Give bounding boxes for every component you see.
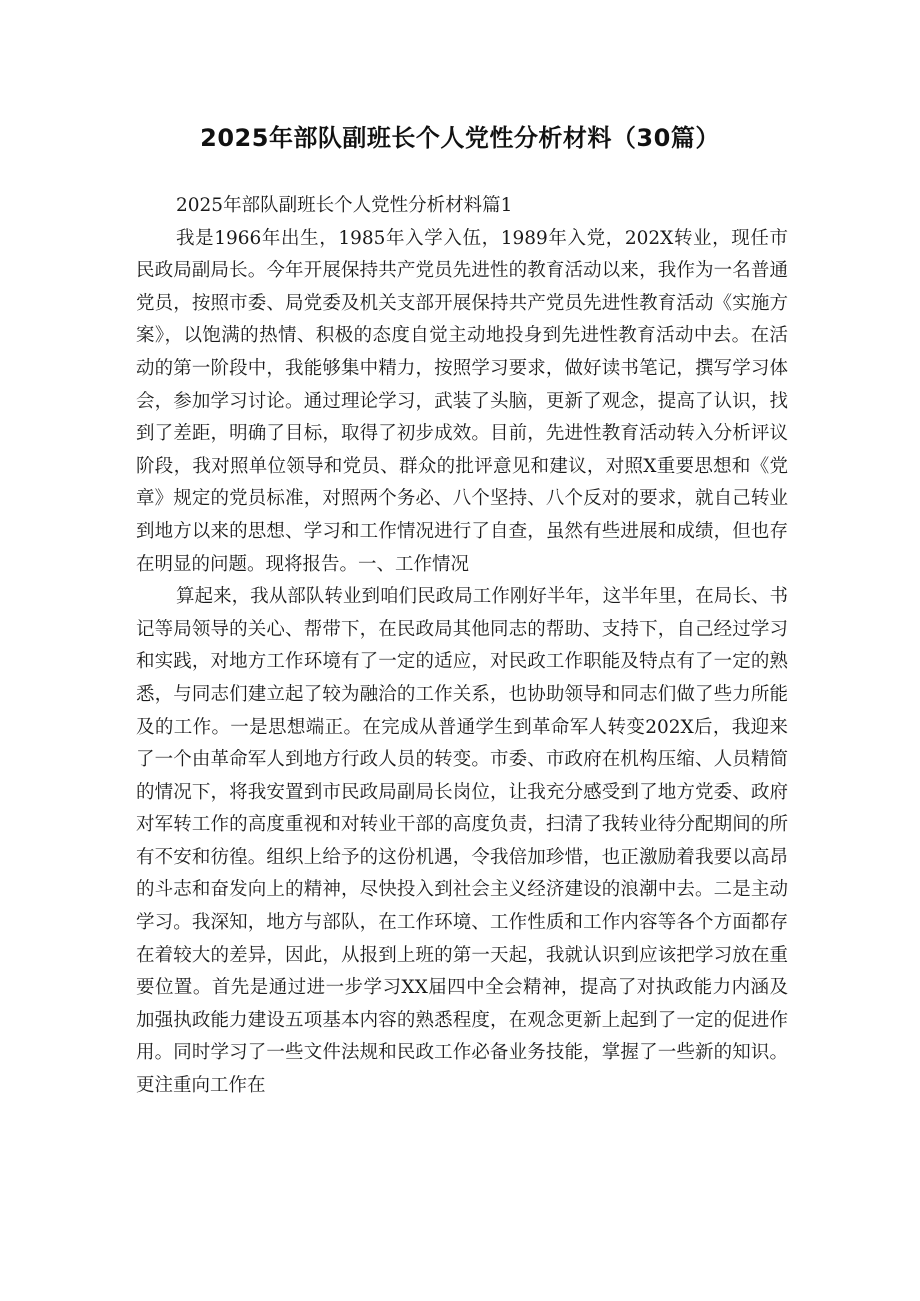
paragraph-2: 算起来，我从部队转业到咱们民政局工作刚好半年，这半年里，在局长、书记等局领导的关心、帮带下，在民政局其他同志的帮助、支持下，自己经过学习和实践，对地方工作环境有了一定的适应，对民政工作职能及特点有了一定的熟悉，与同志们建立起了较为融洽的工作关系，也协助领导和同志们做了些力所能及的工作。一是思想端正。在完成从普通学生到革命军人转变202X后，我迎来了一个由革命军人到地方行政人员的转变。市委、市政府在机构压缩、人员精简的情况下，将我安置到市民政局副局长岗位，让我充分感受到了地方党委、政府对军转工作的高度重视和对转业干部的高度负责，扫清了我转业待分配期间的所有不安和彷徨。组织上给予的这份机遇，令我倍加珍惜，也正激励着我要以高昂的斗志和奋发向上的精神，尽快投入到社会主义经济建设的浪潮中去。二是主动学习。我深知，地方与部队，在工作环境、工作性质和工作内容等各个方面都存在着较大的差异，因此，从报到上班的第一天起，我就认识到应该把学习放在重要位置。首先是通过进一步学习XX届四中全会精神，提高了对执政能力内涵及加强执政能力建设五项基本内容的熟悉程度，在观念更新上起到了一定的促进作用。同时学习了一些文件法规和民政工作必备业务技能，掌握了一些新的知识。更注重向工作在 (136, 586, 788, 1097)
paragraph-1: 我是1966年出生，1985年入学入伍，1989年入党，202X转业，现任市民政局副局长。今年开展保持共产党员先进性的教育活动以来，我作为一名普通党员，按照市委、局党委及机关支部开展保持共产党员先进性教育活动《实施方案》，以饱满的热情、积极的态度自觉主动地投身到先进性教育活动中去。在活动的第一阶段中，我能够集中精力，按照学习要求，做好读书笔记，撰写学习体会，参加学习讨论。通过理论学习，武装了头脑，更新了观念，提高了认识，找到了差距，明确了目标，取得了初步成效。目前，先进性教育活动转入分析评议阶段，我对照单位领导和党员、群众的批评意见和建议，对照X重要思想和《党章》规定的党员标准，对照两个务必、八个坚持、八个反对的要求，就自己转业到地方以来的思想、学习和工作情况进行了自查，虽然有些进展和成绩，但也存在明显的问题。现将报告。一、工作情况 (136, 227, 788, 575)
document-title: 2025年部队副班长个人党性分析材料（30篇） (200, 124, 720, 152)
section-heading: 2025年部队副班长个人党性分析材料篇1 (176, 195, 513, 216)
document-body (136, 190, 788, 1103)
